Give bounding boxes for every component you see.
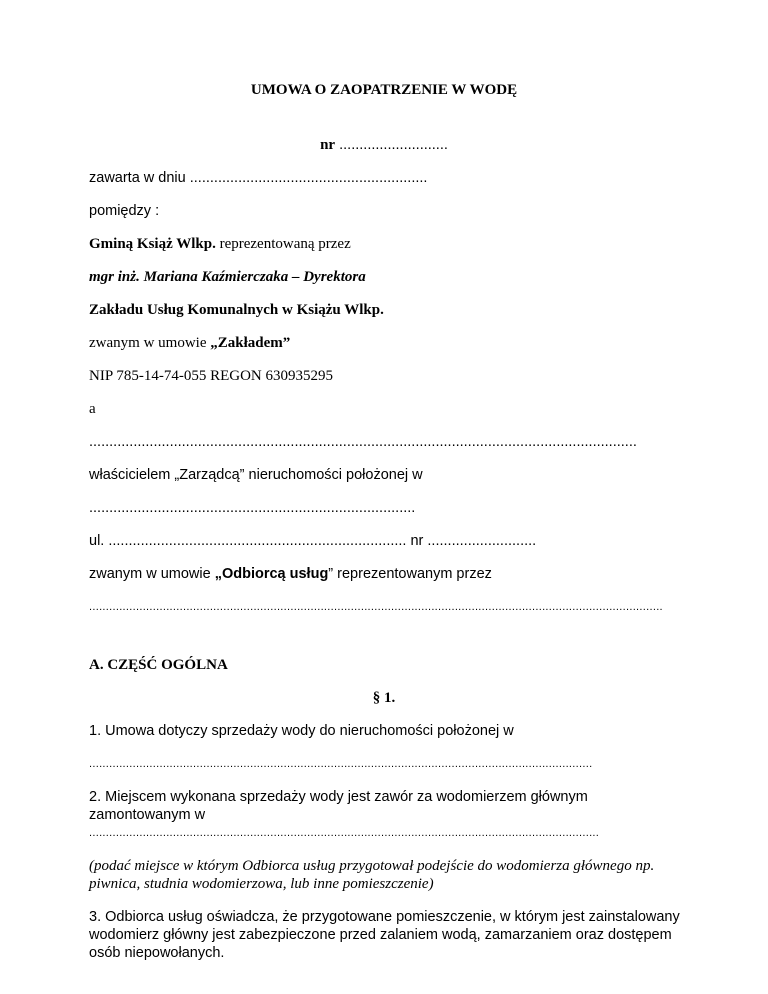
contract-number-dots: ........................... (335, 137, 448, 153)
municipality-name: Gminą Książ Wlkp. (89, 236, 216, 252)
director-line: mgr inż. Mariana Kaźmierczaka – Dyrektora (89, 269, 366, 285)
utility-company-line: Zakładu Usług Komunalnych w Książu Wlkp. (89, 302, 384, 318)
tax-id-line: NIP 785-14-74-055 REGON 630935295 (89, 368, 334, 384)
clause-2-dotted-line: ........................................................................................................................................................ (89, 827, 600, 839)
contract-number (0, 136, 768, 154)
clause-3-line-1: 3. Odbiorca usług oświadcza, że przygotowane pomieszczenie, w którym jest zainstalowany (89, 909, 680, 925)
owner-line: właścicielem „Zarządcą” nieruchomości położonej w (89, 467, 423, 483)
municipality-represented: reprezentowaną przez (215, 236, 351, 252)
clause-1-dotted-line: ...................................................................................................................................................... (89, 758, 593, 770)
paragraph-1-heading: § 1. (372, 690, 396, 706)
dotted-line-property: ................................................................................. (89, 500, 416, 516)
company-alias-line (89, 334, 290, 352)
company-alias: „Zakładem” (210, 335, 291, 351)
clause-2-line-1: 2. Miejscem wykonana sprzedaży wody jest zawór za wodomierzem głównym (89, 789, 588, 805)
customer-alias-line (89, 565, 492, 583)
note-line-2: piwnica, studnia wodomierzowa, lub inne pomieszczenie) (89, 876, 434, 892)
section-a-heading: A. CZĘŚĆ OGÓLNA (89, 657, 228, 673)
contract-number-label: nr (320, 137, 336, 153)
customer-alias-rest: ” reprezentowanym przez (328, 566, 492, 582)
clause-1: 1. Umowa dotyczy sprzedaży wody do nieruchomości położonej w (89, 723, 514, 739)
note-line-1: (podać miejsce w którym Odbiorca usług przygotował podejście do wodomierza głównego np. (89, 858, 655, 874)
and-line: a (89, 401, 96, 417)
dotted-line-representative: ........................................................................................................................................................................... (89, 601, 663, 613)
clause-3-line-2: wodomierz główny jest zabezpieczone przed zalaniem wodą, zamarzaniem oraz dostępem (89, 927, 672, 943)
street-number-line: ul. .......................................................................... nr ........................... (89, 533, 537, 549)
document-title: UMOWA O ZAOPATRZENIE W WODĘ (250, 82, 518, 98)
dotted-line-party: ........................................................................................................................................ (89, 434, 637, 450)
concluded-date-line: zawarta w dniu ........................................................... (89, 170, 428, 186)
clause-3-line-3: osób niepowołanych. (89, 945, 225, 961)
municipality-line (89, 235, 351, 253)
customer-alias: „Odbiorcą usług (214, 566, 329, 582)
company-alias-prefix: zwanym w umowie (89, 335, 211, 351)
between-line: pomiędzy : (89, 203, 160, 219)
customer-alias-prefix: zwanym w umowie (89, 566, 215, 582)
clause-2-line-2: zamontowanym w (89, 807, 206, 823)
